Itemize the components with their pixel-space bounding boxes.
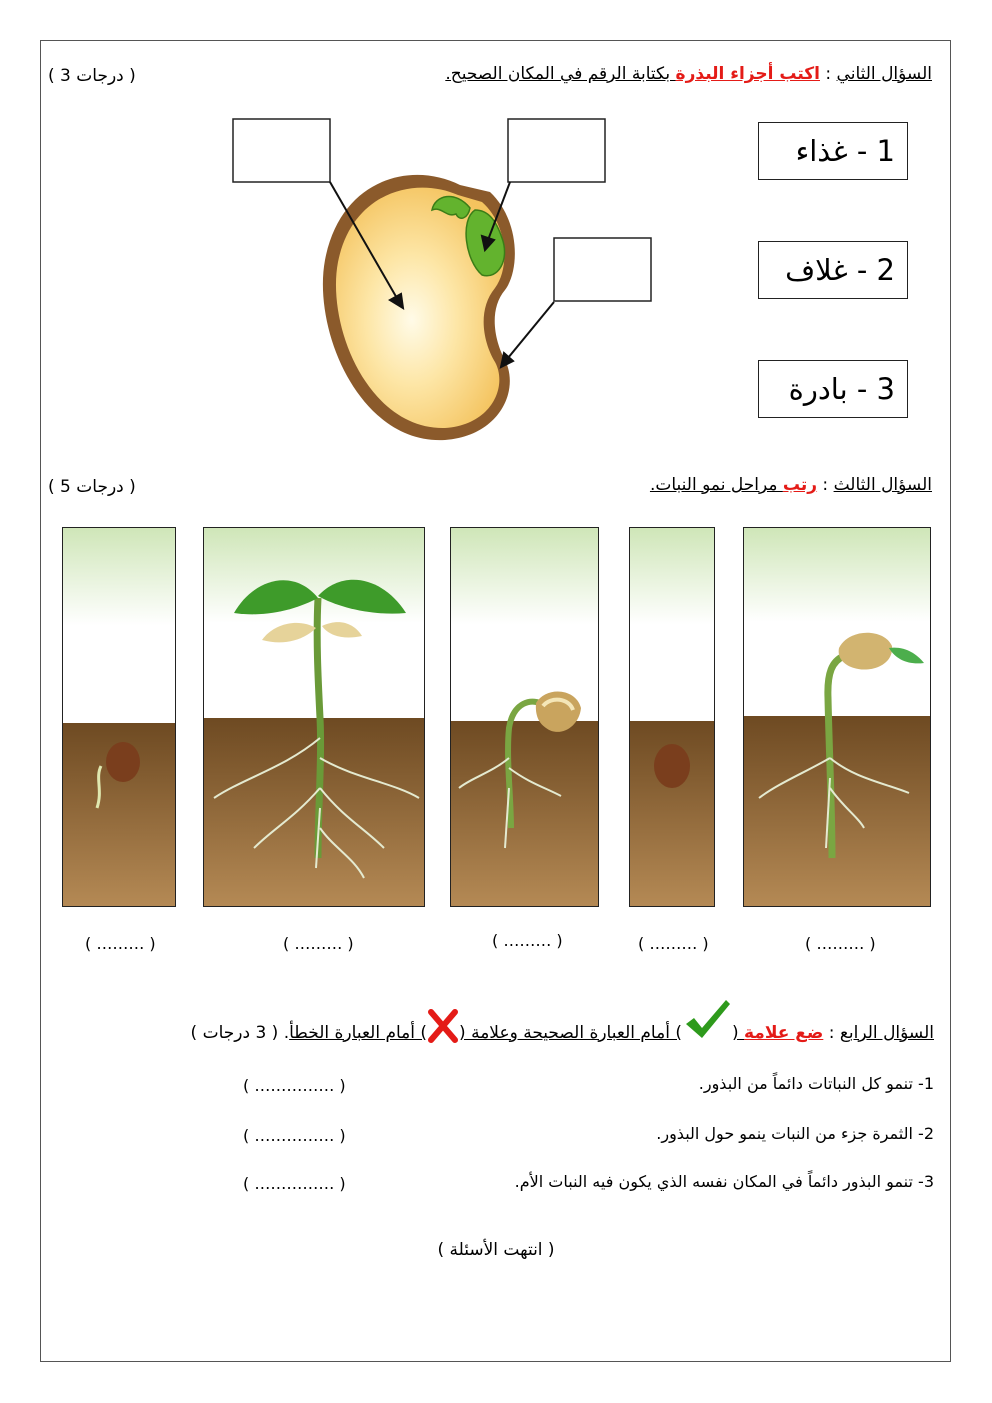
q4-grade: . ( 3 درجات ) [190, 1023, 290, 1043]
q2-grade: ( 3 درجات ) [48, 66, 136, 86]
part-label-coat: 2 - غلاف [758, 241, 908, 299]
blank-box-food [233, 119, 330, 182]
cross-icon [427, 1022, 459, 1044]
order-slot-1[interactable]: ( ……… ) [85, 934, 156, 953]
answer-slot-3[interactable]: ( …………… ) [243, 1174, 346, 1193]
blank-box-seedling [508, 119, 605, 182]
blank-box-coat [554, 238, 651, 301]
q3-instruction: رتب [782, 475, 818, 495]
seed-diagram [220, 110, 670, 450]
q4-mid2: ) أمام العبارة الصحيحة وعلامة ( [459, 1023, 682, 1043]
part-label-seedling: 3 - بادرة [758, 360, 908, 418]
q3-grade: ( 5 درجات ) [48, 477, 136, 497]
q4-instruction: ضع علامة [744, 1023, 824, 1043]
order-slot-2[interactable]: ( ……… ) [283, 934, 354, 953]
q4-mid3: ) أمام العبارة الخطأ [289, 1023, 428, 1043]
growth-stage-seed [629, 527, 715, 907]
growth-stage-emerging [450, 527, 599, 907]
q4-title [191, 1022, 934, 1044]
order-slot-3[interactable]: ( ……… ) [492, 931, 563, 950]
order-slot-4[interactable]: ( ……… ) [638, 934, 709, 953]
growth-stage-cotyledons [743, 527, 931, 907]
q3-title [650, 475, 932, 495]
statement-3: 3- تنمو البذور دائماً في المكان نفسه الذي يكون فيه النبات الأم. [514, 1172, 934, 1191]
growth-stage-seed-root [62, 527, 176, 907]
arrow-coat [508, 302, 554, 358]
q3-colon: : [817, 475, 834, 495]
q2-title [445, 64, 932, 84]
check-icon [682, 1022, 732, 1044]
growth-stage-true-leaves [203, 527, 425, 907]
statement-1: 1- تنمو كل النباتات دائماً من البذور. [698, 1074, 934, 1093]
part-label-food: 1 - غذاء [758, 122, 908, 180]
q2-label: السؤال الثاني [836, 64, 932, 84]
q4-label: السؤال الرابع [839, 1023, 934, 1043]
order-slot-5[interactable]: ( ……… ) [805, 934, 876, 953]
q2-colon: : [820, 64, 837, 84]
end-of-questions: ( انتهت الأسئلة ) [437, 1240, 555, 1260]
statement-2: 2- الثمرة جزء من النبات ينمو حول البذور. [656, 1124, 934, 1143]
answer-slot-2[interactable]: ( …………… ) [243, 1126, 346, 1145]
q3-rest: مراحل نمو النبات. [649, 475, 783, 495]
q4-colon: : [823, 1023, 840, 1043]
q2-rest: بكتابة الرقم في المكان الصحيح. [445, 64, 676, 84]
q3-label: السؤال الثالث [833, 475, 932, 495]
answer-slot-1[interactable]: ( …………… ) [243, 1076, 346, 1095]
q2-instruction: اكتب أجزاء البذرة [675, 64, 820, 84]
q4-mid1: ( [731, 1023, 744, 1043]
